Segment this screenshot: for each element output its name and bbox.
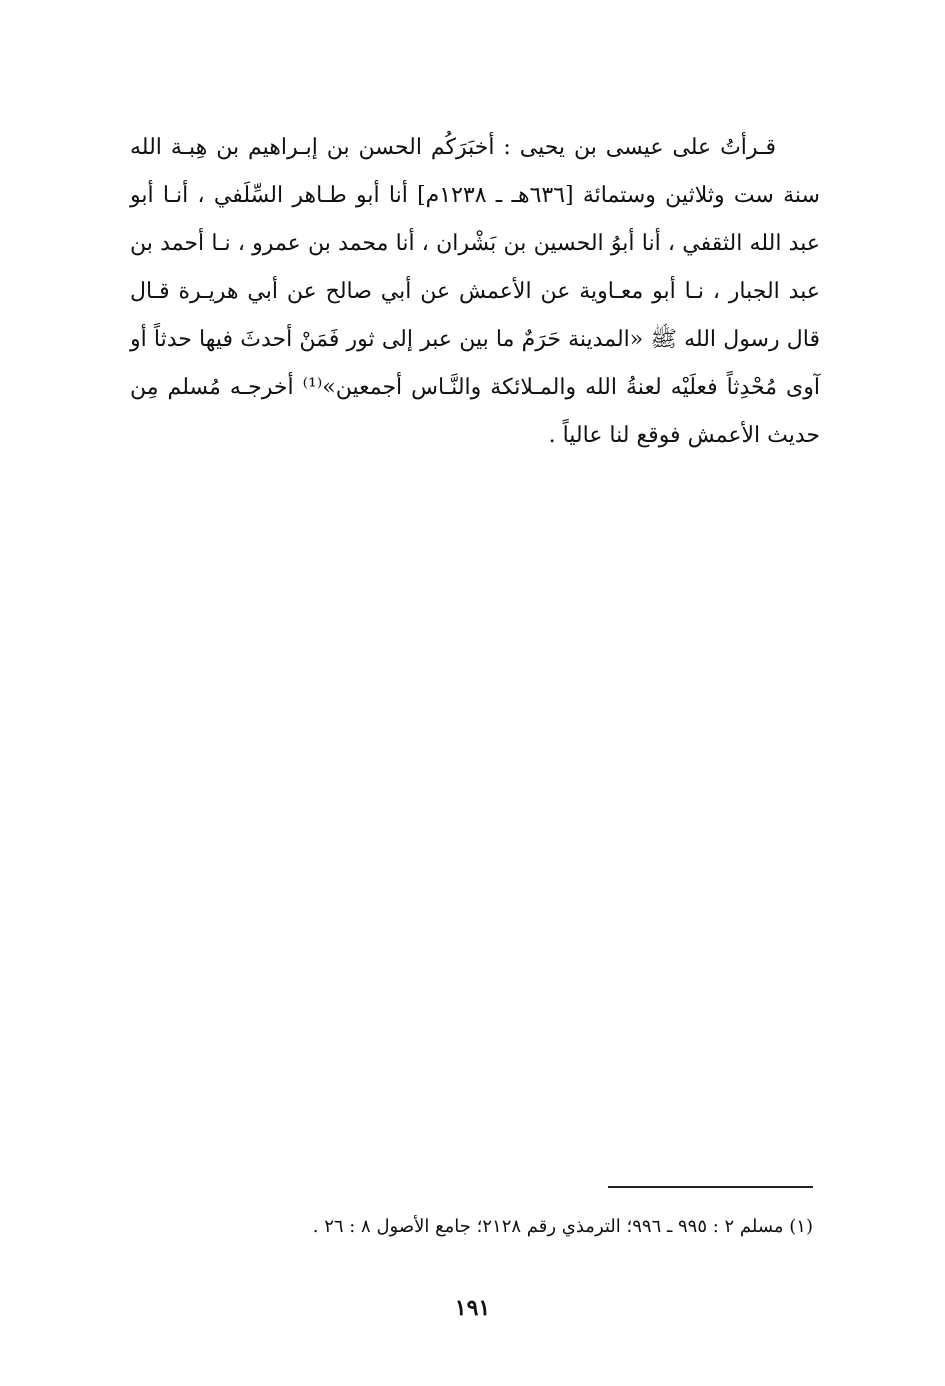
footnote: (١) مسلم ٢ : ٩٩٥ ـ ٩٩٦؛ الترمذي رقم ٢١٢٨؛ جامع الأصول ٨ : ٢٦ .: [312, 1216, 813, 1237]
text-line: سنة ست وثلاثين وستمائة [٦٣٦هـ ـ ١٢٣٨م] أنا أبو طـاهر السِّلَفي ، أنـا أبو: [130, 183, 820, 208]
text-line: قـرأتُ على عيسى بن يحيى : أخبَرَكُم الحسن بن إبـراهيم بن هِبـة الله: [130, 135, 776, 160]
text-line: عبد الجبار ، نـا أبو معـاوية عن الأعمش عن أبي صالح عن أبي هريـرة قـال: [130, 279, 820, 304]
page-number: ١٩١: [454, 1295, 491, 1321]
text-line: حديث الأعمش فوقع لنا عالياً .: [548, 423, 820, 448]
text-line: آوى مُحْدِثاً فعلَيْه لعنةُ الله والمـلائكة والنَّـاس أجمعين»⁽¹⁾ أخرجـه مُسلم مِن: [130, 375, 820, 400]
main-text-block: [130, 124, 820, 460]
text-line: عبد الله الثقفي ، أنا أبوُ الحسين بن بَشْران ، أنا محمد بن عمرو ، نـا أحمد بن: [130, 231, 820, 256]
text-line: قال رسول الله ﷺ «المدينة حَرَمٌ ما بين عبر إلى ثور فَمَنْ أحدثَ فيها حدثاً أو: [130, 327, 820, 352]
footnote-separator: [608, 1186, 813, 1188]
